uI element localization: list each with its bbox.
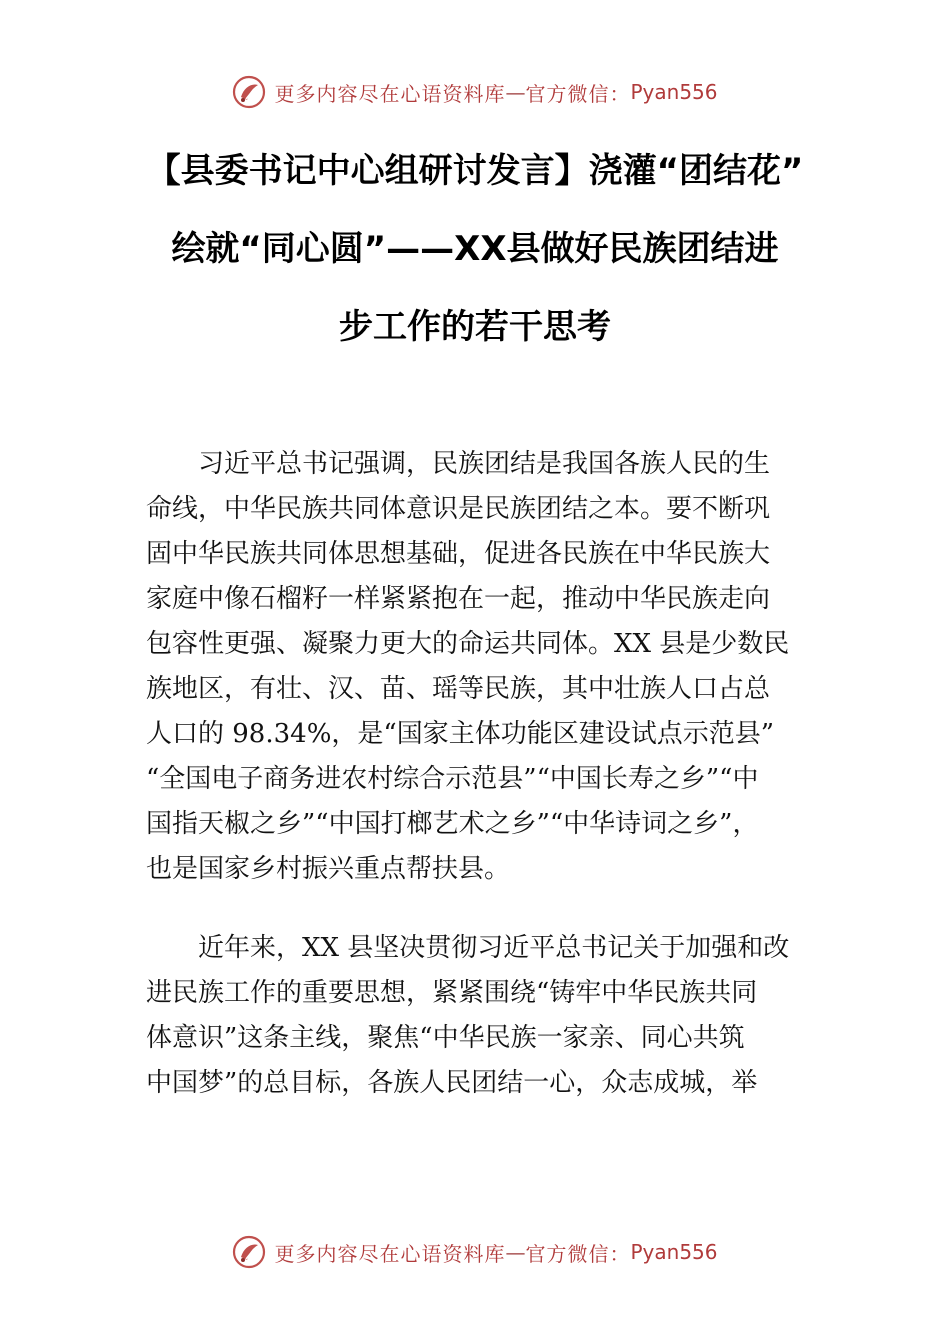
watermark-wechat-id: Pyan556: [630, 1240, 718, 1264]
title-line: 绘就“同心圆”——XX县做好民族团结进: [171, 229, 779, 269]
title-line: 【县委书记中心组研讨发言】浇灌“团结花”: [146, 151, 804, 191]
brand-logo-icon: [232, 75, 266, 109]
text-line: 人口的 98.34%，是“国家主体功能区建设试点示范县”: [146, 719, 774, 749]
text-line: 家庭中像石榴籽一样紧紧抱在一起，推动中华民族走向: [146, 584, 771, 614]
brand-logo-icon: [232, 1235, 266, 1269]
body-paragraph-1: [146, 442, 814, 892]
body-paragraph-2: [146, 926, 814, 1106]
watermark-text: 更多内容尽在心语资料库: [274, 1241, 506, 1266]
text-line: 习近平总书记强调，民族团结是我国各族人民的生: [198, 449, 771, 479]
watermark-label: 官方微信：: [525, 1241, 631, 1266]
text-line: 体意识”这条主线，聚焦“中华民族一家亲、同心共筑: [146, 1023, 745, 1053]
text-line: 进民族工作的重要思想，紧紧围绕“铸牢中华民族共同: [146, 978, 758, 1008]
text-line: 也是国家乡村振兴重点帮扶县。: [146, 854, 511, 884]
text-line: 中国梦”的总目标，各族人民团结一心，众志成城，举: [146, 1068, 758, 1098]
watermark-separator: —: [505, 1240, 526, 1264]
text-line: 包容性更强、凝聚力更大的命运共同体。XX 县是少数民: [146, 629, 790, 659]
watermark-label: 官方微信：: [525, 81, 631, 106]
text-line: 近年来，XX 县坚决贯彻习近平总书记关于加强和改: [198, 933, 790, 963]
text-line: 国指天椒之乡”“中国打榔艺术之乡”“中华诗词之乡”，: [146, 809, 759, 839]
text-line: 命线，中华民族共同体意识是民族团结之本。要不断巩: [146, 494, 771, 524]
watermark-separator: —: [505, 80, 526, 104]
text-line: 族地区，有壮、汉、苗、瑶等民族，其中壮族人口占总: [146, 674, 771, 704]
watermark-wechat-id: Pyan556: [630, 80, 718, 104]
watermark-text: 更多内容尽在心语资料库: [274, 81, 506, 106]
title-line: 步工作的若干思考: [339, 307, 611, 347]
header-watermark: [0, 72, 950, 112]
footer-watermark: [0, 1232, 950, 1272]
document-title: [130, 132, 820, 366]
text-line: “全国电子商务进农村综合示范县”“中国长寿之乡”“中: [146, 764, 759, 794]
text-line: 固中华民族共同体思想基础，促进各民族在中华民族大: [146, 539, 771, 569]
